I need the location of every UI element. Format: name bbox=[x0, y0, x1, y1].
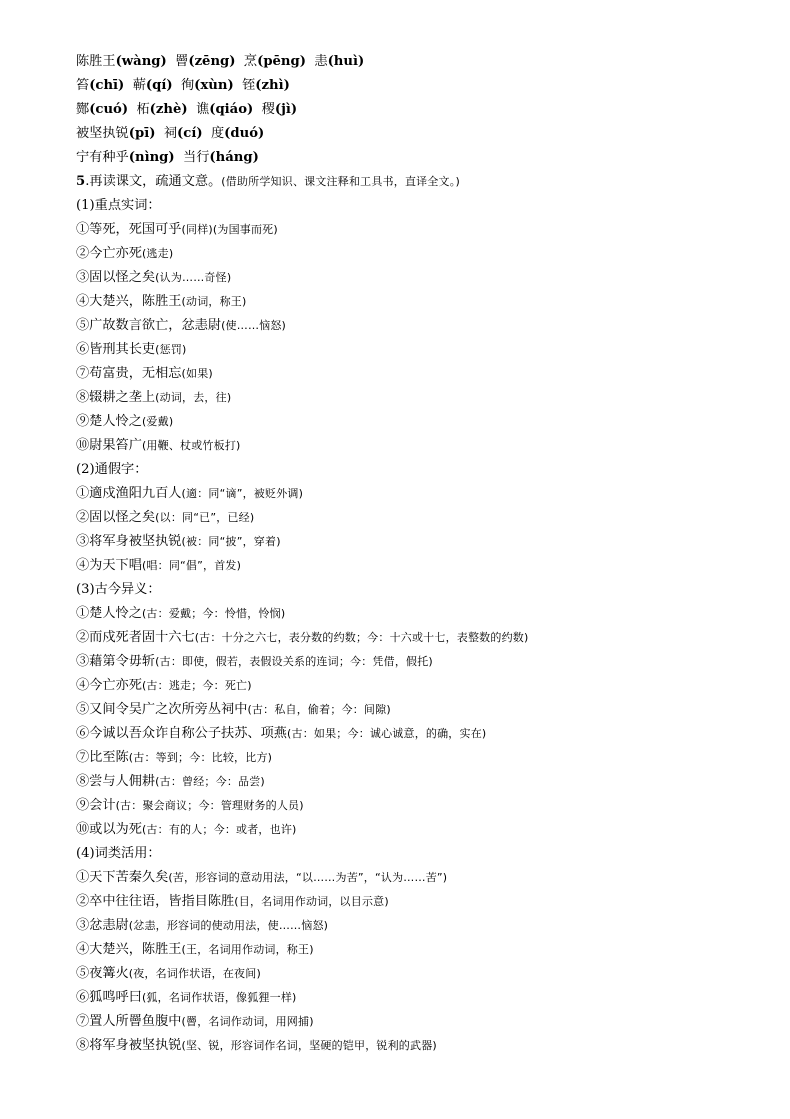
item-text: ①楚人怜之 bbox=[76, 606, 142, 621]
item-note: (动词，称王) bbox=[181, 295, 247, 308]
word: 恚 bbox=[314, 54, 328, 69]
list-item bbox=[76, 698, 776, 722]
item-text: ⑦苟富贵，无相忘 bbox=[76, 366, 182, 381]
item-text: ③忿恚尉 bbox=[76, 918, 129, 933]
list-item bbox=[76, 1034, 776, 1058]
pinyin: (zhè) bbox=[149, 102, 188, 117]
word: 被坚执锐 bbox=[76, 126, 129, 141]
item-text: ①天下苦秦久矣 bbox=[76, 870, 169, 885]
list-item bbox=[76, 962, 776, 986]
pronunciation-line bbox=[76, 50, 776, 74]
list-item bbox=[76, 482, 776, 506]
question-text: .再读课文，疏通文意。 bbox=[85, 174, 222, 189]
item-text: ④大楚兴，陈胜王 bbox=[76, 294, 182, 309]
section-heading: (4)词类活用： bbox=[76, 846, 161, 861]
item-note: (认为……奇怪) bbox=[155, 271, 232, 284]
word: 柘 bbox=[136, 102, 150, 117]
item-text: ②固以怪之矣 bbox=[76, 510, 156, 525]
list-item bbox=[76, 986, 776, 1010]
list-item bbox=[76, 770, 776, 794]
list-item bbox=[76, 554, 776, 578]
item-note: (古：曾经；今：品尝) bbox=[155, 775, 265, 788]
pinyin: (qí) bbox=[145, 78, 173, 93]
word: 铚 bbox=[242, 78, 256, 93]
section-heading: (3)古今异义： bbox=[76, 582, 161, 597]
pinyin: (cí) bbox=[177, 126, 203, 141]
word: 徇 bbox=[180, 78, 195, 93]
question-note: (借助所学知识、课文注释和工具书，直译全文。) bbox=[221, 175, 460, 188]
item-text: ⑤夜篝火 bbox=[76, 966, 129, 981]
list-item bbox=[76, 314, 776, 338]
item-text: ⑥今诚以吾众诈自称公子扶苏、项燕 bbox=[76, 726, 287, 741]
list-item bbox=[76, 866, 776, 890]
list-item bbox=[76, 386, 776, 410]
item-text: ②今亡亦死 bbox=[76, 246, 142, 261]
item-note: (古：有的人；今：或者，也许) bbox=[141, 823, 297, 836]
item-note: (夜，名词作状语，在夜间) bbox=[128, 967, 261, 980]
section-heading: (2)通假字： bbox=[76, 462, 148, 477]
list-item bbox=[76, 290, 776, 314]
item-text: ⑨会计 bbox=[76, 798, 116, 813]
section-heading: (1)重点实词： bbox=[76, 198, 161, 213]
item-text: ①等死，死国可乎 bbox=[76, 222, 182, 237]
item-note: (逃走) bbox=[141, 247, 174, 260]
item-text: ⑥狐鸣呼曰 bbox=[76, 990, 142, 1005]
item-note: (爱戴) bbox=[141, 415, 174, 428]
item-note: (古：私自，偷着；今：间隙) bbox=[247, 703, 391, 716]
list-item bbox=[76, 818, 776, 842]
pinyin: (xùn) bbox=[194, 78, 234, 93]
pinyin: (duó) bbox=[224, 126, 265, 141]
question-5-title bbox=[76, 170, 776, 194]
document-page bbox=[76, 50, 776, 1058]
item-note: (古：爱戴；今：怜惜，怜悯) bbox=[141, 607, 286, 620]
word: 宁有种乎 bbox=[76, 150, 129, 165]
item-text: ③将军身被坚执锐 bbox=[76, 534, 182, 549]
word: 祠 bbox=[163, 126, 178, 141]
item-note: (適：同“谪”，被贬外调) bbox=[181, 487, 304, 500]
pinyin: (zhì) bbox=[255, 78, 290, 93]
list-item bbox=[76, 530, 776, 554]
item-note: (古：即使，假若，表假设关系的连词；今：凭借，假托) bbox=[155, 655, 433, 668]
list-item bbox=[76, 218, 776, 242]
item-text: ⑨楚人怜之 bbox=[76, 414, 142, 429]
item-note: (坚、锐，形容词作名词，坚硬的铠甲，锐利的武器) bbox=[181, 1039, 437, 1052]
item-text: ④大楚兴，陈胜王 bbox=[76, 942, 182, 957]
list-item bbox=[76, 602, 776, 626]
item-text: ⑧辍耕之垄上 bbox=[76, 390, 156, 405]
item-note: (以：同“已”，已经) bbox=[155, 511, 255, 524]
list-item bbox=[76, 242, 776, 266]
item-note: (使……恼怒) bbox=[221, 319, 287, 332]
item-text: ②而戍死者固十六七 bbox=[76, 630, 195, 645]
item-note: (目，名词用作动词，以目示意) bbox=[234, 895, 389, 908]
item-note: (古：聚会商议；今：管理财务的人员) bbox=[115, 799, 304, 812]
item-note: (唱：同“倡”，首发) bbox=[141, 559, 242, 572]
pinyin: (nìng) bbox=[128, 150, 175, 165]
item-note: (被：同“披”，穿着) bbox=[181, 535, 281, 548]
word: 罾 bbox=[175, 54, 189, 69]
list-item bbox=[76, 722, 776, 746]
list-item bbox=[76, 794, 776, 818]
word: 陈胜王 bbox=[76, 54, 116, 69]
item-note: (用鞭、杖或竹板打) bbox=[141, 439, 241, 452]
question-number: 5 bbox=[76, 174, 86, 189]
pinyin: (zēng) bbox=[188, 54, 236, 69]
item-text: ③固以怪之矣 bbox=[76, 270, 156, 285]
list-item bbox=[76, 338, 776, 362]
item-text: ⑩或以为死 bbox=[76, 822, 142, 837]
item-text: ③藉第令毋斩 bbox=[76, 654, 156, 669]
word: 烹 bbox=[243, 54, 258, 69]
item-note: (苦，形容词的意动用法，“以……为苦”，“认为……苦”) bbox=[168, 871, 448, 884]
list-item bbox=[76, 362, 776, 386]
pronunciation-line bbox=[76, 98, 776, 122]
pronunciation-line bbox=[76, 122, 776, 146]
sections-container bbox=[76, 194, 776, 1058]
pronunciation-block bbox=[76, 50, 776, 170]
pronunciation-line bbox=[76, 74, 776, 98]
pinyin: (chī) bbox=[89, 78, 125, 93]
list-item bbox=[76, 650, 776, 674]
item-text: ⑥皆刑其长吏 bbox=[76, 342, 156, 357]
item-note: (同样)(为国事而死) bbox=[181, 223, 278, 236]
item-note: (古：逃走；今：死亡) bbox=[141, 679, 252, 692]
item-text: ⑩尉果笞广 bbox=[76, 438, 142, 453]
item-text: ⑤广故数言欲亡，忿恚尉 bbox=[76, 318, 222, 333]
list-item bbox=[76, 434, 776, 458]
item-note: (古：十分之六七，表分数的约数；今：十六或十七，表整数的约数) bbox=[194, 631, 529, 644]
item-text: ⑧将军身被坚执锐 bbox=[76, 1038, 182, 1053]
list-item bbox=[76, 626, 776, 650]
item-note: (狐，名词作状语，像狐狸一样) bbox=[141, 991, 297, 1004]
word: 酂 bbox=[76, 102, 90, 117]
item-text: ⑦置人所罾鱼腹中 bbox=[76, 1014, 182, 1029]
list-item bbox=[76, 746, 776, 770]
item-text: ④今亡亦死 bbox=[76, 678, 142, 693]
list-item bbox=[76, 938, 776, 962]
item-text: ④为天下唱 bbox=[76, 558, 142, 573]
item-text: ⑤又间令吴广之次所旁丛祠中 bbox=[76, 702, 248, 717]
item-text: ②卒中往往语，皆指目陈胜 bbox=[76, 894, 235, 909]
list-item bbox=[76, 410, 776, 434]
list-item bbox=[76, 506, 776, 530]
item-note: (古：等到；今：比较，比方) bbox=[128, 751, 273, 764]
item-note: (古：如果；今：诚心诚意，的确，实在) bbox=[287, 727, 487, 740]
list-item bbox=[76, 674, 776, 698]
item-note: (动词，去，往) bbox=[155, 391, 232, 404]
pinyin: (huì) bbox=[327, 54, 365, 69]
pronunciation-line bbox=[76, 146, 776, 170]
item-text: ①適戍渔阳九百人 bbox=[76, 486, 182, 501]
word: 蕲 bbox=[132, 78, 146, 93]
pinyin: (wàng) bbox=[115, 54, 167, 69]
pinyin: (jì) bbox=[274, 102, 298, 117]
pinyin: (pī) bbox=[128, 126, 156, 141]
item-note: (忿恚，形容词的使动用法，使……恼怒) bbox=[128, 919, 329, 932]
pinyin: (pēng) bbox=[257, 54, 306, 69]
item-text: ⑦比至陈 bbox=[76, 750, 129, 765]
list-item bbox=[76, 1010, 776, 1034]
list-item bbox=[76, 890, 776, 914]
pinyin: (cuó) bbox=[89, 102, 129, 117]
word: 稷 bbox=[261, 102, 275, 117]
item-text: ⑧尝与人佣耕 bbox=[76, 774, 156, 789]
word: 谯 bbox=[196, 102, 210, 117]
word: 笞 bbox=[76, 78, 90, 93]
word: 度 bbox=[210, 126, 225, 141]
list-item bbox=[76, 266, 776, 290]
list-item bbox=[76, 914, 776, 938]
item-note: (罾，名词作动词，用网捕) bbox=[181, 1015, 314, 1028]
pinyin: (qiáo) bbox=[209, 102, 254, 117]
word: 当行 bbox=[183, 150, 210, 165]
item-note: (如果) bbox=[181, 367, 213, 380]
item-note: (王，名词用作动词，称王) bbox=[181, 943, 314, 956]
pinyin: (háng) bbox=[209, 150, 259, 165]
item-note: (惩罚) bbox=[155, 343, 187, 356]
